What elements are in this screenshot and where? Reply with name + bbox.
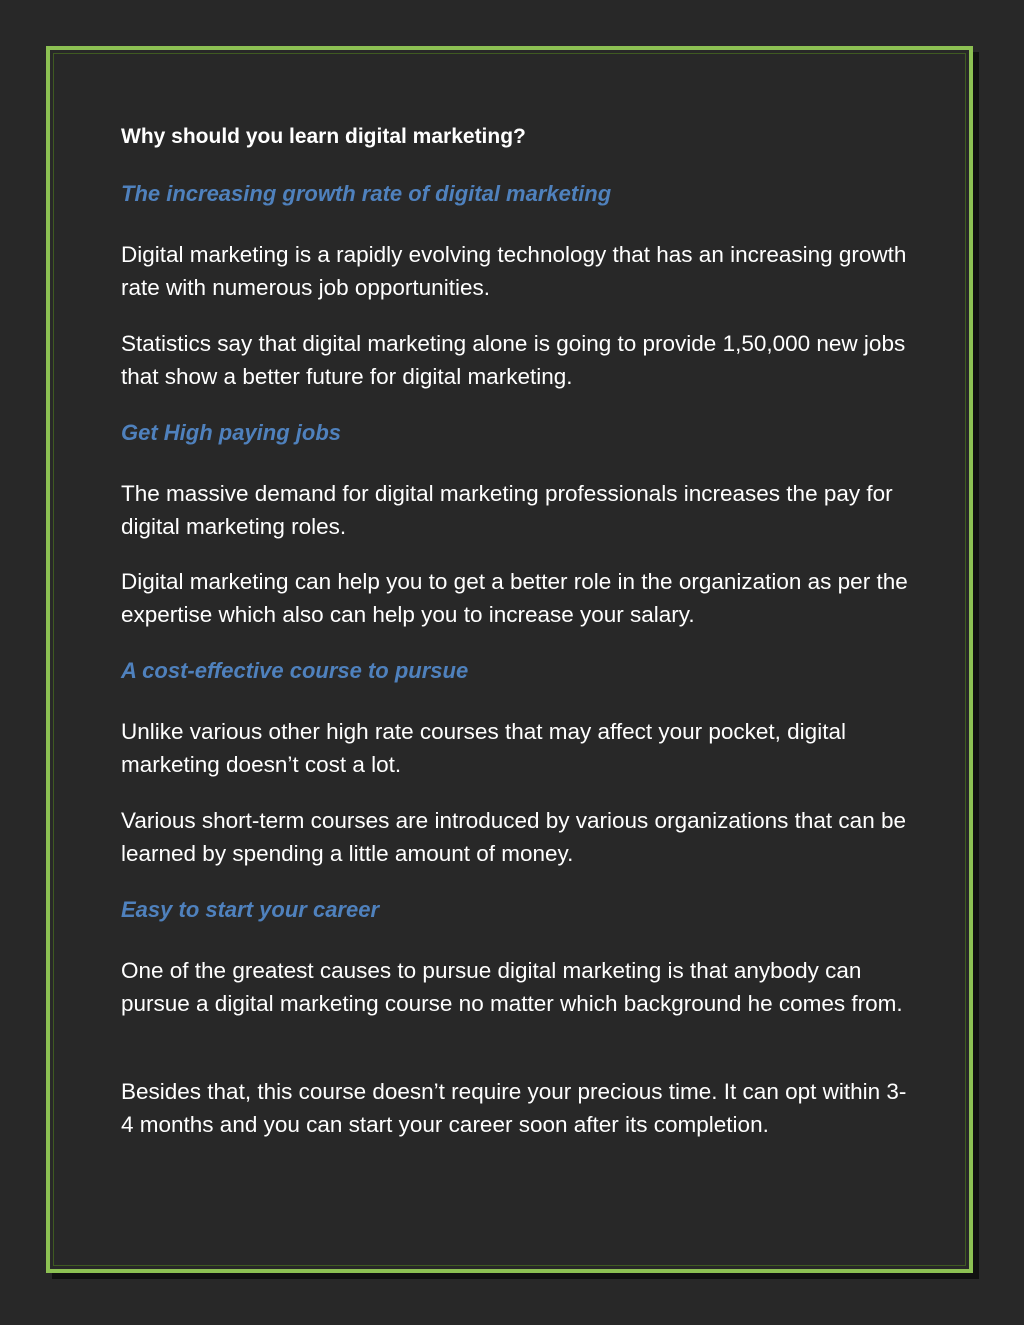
paragraph: Digital marketing is a rapidly evolving technology that has an increasing growth rate with numerous job opportunities.	[121, 242, 907, 300]
paragraph: Unlike various other high rate courses that may affect your pocket, digital marketing doesn’t cost a lot.	[121, 719, 846, 777]
section-heading-cost-effective: A cost-effective course to pursue	[121, 658, 469, 683]
paragraph: Besides that, this course doesn’t require your precious time. It can opt within 3-4 months and you can start your career soon after its completion.	[121, 1079, 907, 1137]
paragraph: Various short-term courses are introduced by various organizations that can be learned by spending a little amount of money.	[121, 808, 906, 866]
section-heading-easy-start: Easy to start your career	[121, 897, 380, 922]
paragraph: Digital marketing can help you to get a better role in the organization as per the expertise which also can help you to increase your salary.	[121, 569, 908, 627]
section-heading-growth-rate: The increasing growth rate of digital marketing	[121, 181, 612, 206]
paragraph: Statistics say that digital marketing alone is going to provide 1,50,000 new jobs that show a better future for digital marketing.	[121, 331, 906, 389]
paragraph: The massive demand for digital marketing professionals increases the pay for digital marketing roles.	[121, 481, 893, 539]
page-title: Why should you learn digital marketing?	[121, 125, 526, 148]
section-heading-high-paying-jobs: Get High paying jobs	[121, 420, 342, 445]
paragraph: One of the greatest causes to pursue digital marketing is that anybody can pursue a digital marketing course no matter which background he comes from.	[121, 958, 903, 1016]
